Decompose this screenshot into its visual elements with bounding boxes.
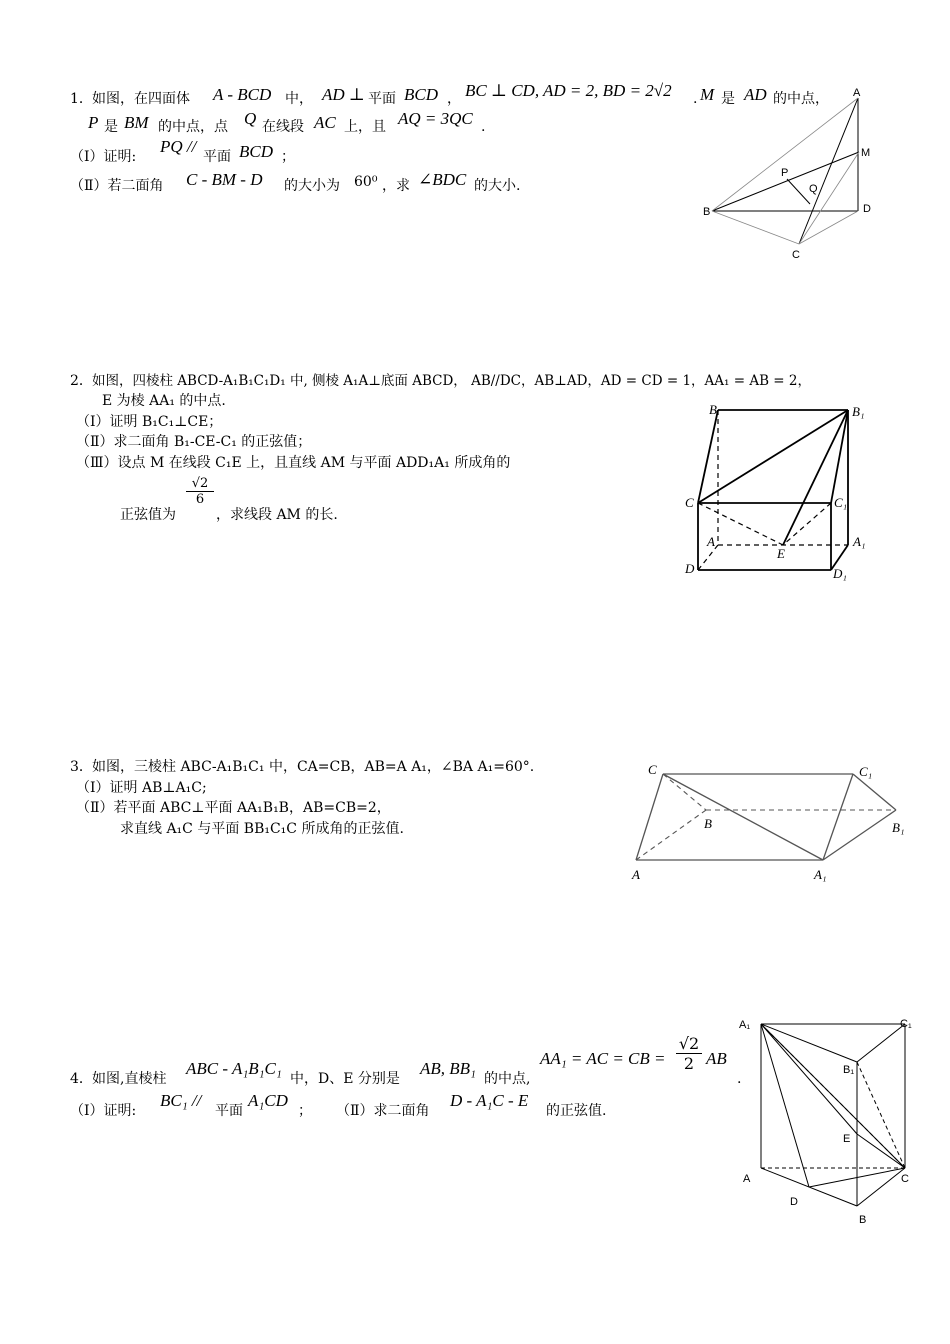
line-AC [799, 98, 858, 244]
problem-4-text: 如图,直棱柱 [92, 1071, 167, 1087]
problem-1-text: 平面 [368, 91, 396, 107]
problem-2-text: 正弦值为 [120, 507, 176, 523]
label-A: A [743, 1173, 751, 1185]
problem-2-text: 如图，四棱柱 ABCD-A₁B₁C₁D₁ 中, 侧棱 A₁A⊥底面 ABCD， AB//DC，AB⊥AD，AD = CD = 1，AA₁ = AB = 2， [92, 373, 811, 389]
problem-2-text: E 为棱 AA₁ 的中点. [102, 393, 226, 409]
problem-1-text: 是 [104, 119, 118, 135]
problem-2-part-2: （Ⅱ）求二面角 B₁-CE-C₁ 的正弦值； [76, 434, 312, 450]
problem-4-text: . [737, 1071, 742, 1087]
segment-A1-E [761, 1024, 857, 1134]
label-B: B [703, 206, 711, 218]
problem-2-part-1: （Ⅰ）证明 B₁C₁⊥CE； [76, 414, 223, 430]
label-A1: A₁ [853, 534, 866, 549]
label-A: A [632, 867, 640, 882]
label-A1: A₁ [814, 867, 827, 882]
problem-1-text: 上，且 [344, 119, 386, 135]
problem-4-part-2: （Ⅱ）求二面角 [336, 1103, 430, 1119]
problem-1-text: 在线段 [262, 119, 304, 135]
label-E: E [843, 1133, 851, 1145]
label-C: C [792, 249, 800, 261]
problem-1-expr: ∠BDC [418, 170, 467, 189]
fraction-sqrt2-over-2 [676, 1034, 702, 1073]
problem-3-text: 如图，三棱柱 ABC-A₁B₁C₁ 中，CA=CB，AB=A A₁，∠BA A₁=60°. [92, 759, 535, 775]
problem-1-expr: BC ⊥ CD, AD = 2, BD = 2√2 [465, 81, 672, 100]
problem-1-expr: AQ = 3QC [398, 109, 473, 128]
label-A: A [853, 87, 861, 99]
problem-4-text: 的中点, [484, 1071, 531, 1087]
problem-2-text: ，求线段 AM 的长. [216, 507, 338, 523]
label-C1: C₁ [834, 495, 848, 510]
problem-1-text: . [481, 119, 486, 135]
label-C1: C₁ [900, 1018, 912, 1030]
problem-1-part-2: （Ⅱ）若二面角 [70, 178, 164, 194]
problem-3-part-1: （Ⅰ）证明 AB⊥A₁C; [76, 780, 207, 796]
fraction-sqrt2-over-6 [186, 476, 214, 507]
problem-4-expr: ABC - A₁B₁C₁ [186, 1059, 282, 1078]
problem-4-expr: AB [706, 1049, 727, 1068]
problem-4-part-1: （Ⅰ）证明: [70, 1103, 137, 1119]
problem-1-text: ，求 [382, 178, 410, 194]
problem-4-expr: BC₁ // [160, 1091, 202, 1110]
problem-1-expr: P [88, 113, 99, 132]
problem-1-text: 中， [285, 91, 313, 107]
problem-1-text: 平面 [203, 149, 231, 165]
problem-1-figure [695, 82, 895, 267]
edge-B-C [857, 1168, 905, 1206]
problem-1-part-1: （Ⅰ）证明: [70, 149, 137, 165]
label-B: B [704, 816, 712, 831]
edge-B1-C1 [831, 410, 848, 503]
edge-A1-B1 [823, 810, 896, 860]
problem-1-text: 如图，在四面体 [92, 91, 190, 107]
problem-1-expr: BM [124, 113, 149, 132]
label-A: A [707, 534, 715, 549]
problem-1-expr: AC [314, 113, 336, 132]
fraction-denominator: 6 [195, 492, 205, 507]
problem-3-part-2: （Ⅱ）若平面 ABC⊥平面 AA₁B₁B，AB=CB=2， [76, 800, 391, 816]
label-C: C [648, 762, 657, 777]
problem-2-part-3: （Ⅲ）设点 M 在线段 C₁E 上，且直线 AM 与平面 ADD₁A₁ 所成角的 [76, 455, 511, 471]
problem-1-number: 1． [70, 91, 93, 107]
fraction-numerator: √2 [186, 476, 214, 492]
problem-1-text: 的中点，点 [158, 119, 228, 135]
problem-4-figure [735, 1010, 925, 1230]
edge-B-C [698, 410, 718, 503]
line-CD [799, 211, 858, 244]
label-C: C [901, 1173, 909, 1185]
problem-3-text: 求直线 A₁C 与平面 BB₁C₁C 所成角的正弦值. [120, 821, 404, 837]
problem-1-expr: AD ⊥ [322, 85, 365, 104]
label-C1: C₁ [859, 764, 873, 779]
problem-4-text: ； [298, 1103, 312, 1119]
label-E: E [777, 546, 785, 561]
label-B1: B₁ [892, 820, 905, 835]
problem-2-number: 2． [70, 373, 93, 389]
segment-E-C [857, 1134, 905, 1168]
problem-1-expr: BCD [404, 85, 438, 104]
label-B1: B₁ [852, 404, 865, 419]
edge-A-B [636, 810, 706, 860]
line-BC [712, 211, 799, 244]
problem-1-text: 是 [721, 91, 735, 107]
problem-4-expr: AB, BB₁ [420, 1059, 476, 1078]
problem-1-expr: M [700, 85, 715, 104]
problem-4-expr: AA₁ = AC = CB = [540, 1049, 666, 1068]
problem-1-expr: C - BM - D [186, 170, 263, 189]
problem-1-text: . [693, 91, 698, 107]
label-B: B [709, 402, 717, 417]
line-PQ [787, 179, 810, 204]
problem-1-text: 的大小为 [284, 178, 340, 194]
label-M: M [861, 147, 871, 159]
problem-3-figure [628, 760, 913, 890]
problem-1-expr: AD [744, 85, 767, 104]
label-D: D [863, 203, 871, 215]
problem-1-text: ； [281, 149, 295, 165]
edge-B1-C1 [857, 1024, 905, 1062]
problem-1-expr: A - BCD [213, 85, 272, 104]
problem-1-expr: PQ // [160, 137, 197, 156]
edge-C-A [636, 774, 663, 860]
problem-1-expr: Q [244, 109, 257, 128]
label-A1: A₁ [739, 1019, 751, 1031]
label-P: P [781, 167, 789, 179]
segment-B1-C [857, 1062, 905, 1168]
label-B1: B₁ [843, 1064, 855, 1076]
label-D: D [790, 1196, 798, 1208]
edge-C-B [663, 774, 706, 810]
problem-4-expr: D - A₁C - E [450, 1091, 529, 1110]
segment-C1-E [783, 503, 831, 545]
problem-4-number: 4． [70, 1071, 93, 1087]
edge-C1-A1 [823, 774, 853, 860]
problem-1-angle: 60⁰ [354, 174, 378, 190]
problem-4-text: 平面 [215, 1103, 243, 1119]
problem-1-text: 的大小. [474, 178, 521, 194]
problem-3-number: 3． [70, 759, 93, 775]
label-D: D [685, 561, 695, 576]
fraction-numerator: √2 [676, 1034, 702, 1054]
problem-2-figure [683, 400, 873, 585]
line-BM [712, 152, 859, 211]
problem-1-text: 的中点， [773, 91, 829, 107]
problem-4-text: 中，D、E 分别是 [290, 1071, 400, 1087]
fraction-denominator: 2 [683, 1054, 695, 1073]
segment-C-A1 [663, 774, 823, 860]
problem-1-expr: BCD [239, 142, 273, 161]
problem-1-text: ， [447, 91, 461, 107]
edge-C1-B1 [853, 774, 896, 810]
line-AB [712, 98, 858, 211]
problem-4-expr: A₁CD [248, 1091, 288, 1110]
label-Q: Q [809, 183, 818, 195]
line-CM [799, 152, 859, 244]
edge-A1-B1 [761, 1024, 857, 1062]
label-B: B [859, 1214, 867, 1226]
problem-4-text: 的正弦值. [546, 1103, 607, 1119]
label-C: C [685, 495, 694, 510]
label-D1: D₁ [833, 566, 847, 581]
